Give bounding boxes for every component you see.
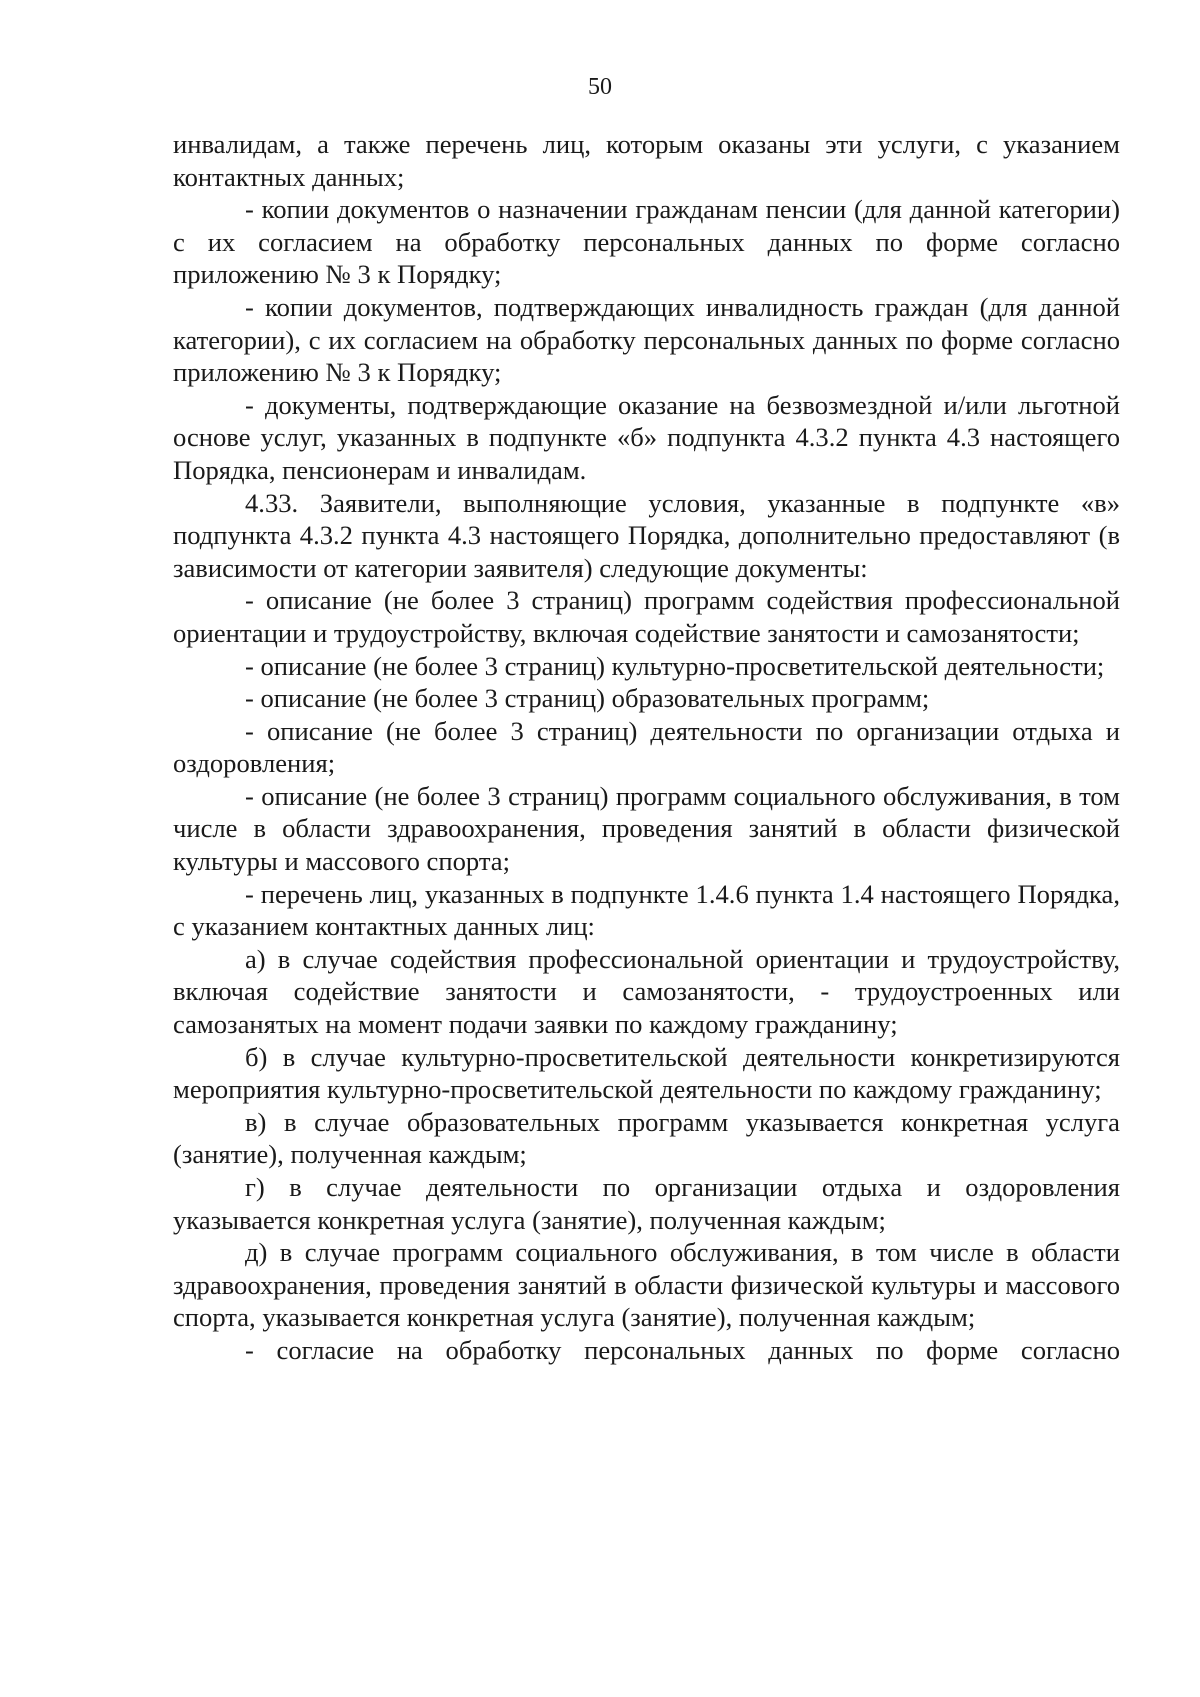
- paragraph: - копии документов, подтверждающих инвалидность граждан (для данной категории), с их согласием на обработку персональных данных по форме согласно приложению № 3 к Порядку;: [173, 291, 1120, 388]
- paragraph: - описание (не более 3 страниц) культурно-просветительской деятельности;: [245, 650, 1105, 681]
- paragraph: в) в случае образовательных программ указывается конкретная услуга (занятие), полученная каждым;: [173, 1106, 1120, 1170]
- paragraph: - согласие на обработку персональных данных по форме согласно: [245, 1334, 1120, 1365]
- paragraph: - перечень лиц, указанных в подпункте 1.4.6 пункта 1.4 настоящего Порядка, с указанием контактных данных лиц:: [173, 878, 1120, 942]
- paragraph: а) в случае содействия профессиональной ориентации и трудоустройству, включая содействие занятости и самозанятости, - трудоустроенных или самозанятых на момент подачи заявки по каждому гражданину;: [173, 943, 1120, 1040]
- paragraph: инвалидам, а также перечень лиц, которым оказаны эти услуги, с указанием контактных данных;: [173, 129, 1120, 192]
- paragraph: б) в случае культурно-просветительской деятельности конкретизируются мероприятия культурно-просветительской деятельности по каждому гражданину;: [173, 1041, 1120, 1105]
- paragraph: д) в случае программ социального обслуживания, в том числе в области здравоохранения, проведения занятий в области физической культуры и массового спорта, указывается конкретная услуга (занятие), полученная каждым;: [173, 1237, 1120, 1333]
- page-number: 50: [588, 74, 612, 100]
- paragraph: г) в случае деятельности по организации отдыха и оздоровления указывается конкретная услуга (занятие), полученная каждым;: [173, 1172, 1120, 1235]
- paragraph: - копии документов о назначении гражданам пенсии (для данной категории) с их согласием на обработку персональных данных по форме согласно приложению № 3 к Порядку;: [173, 194, 1120, 290]
- paragraph: - описание (не более 3 страниц) деятельности по организации отдыха и оздоровления;: [173, 715, 1120, 779]
- document-body: [173, 128, 1120, 1367]
- paragraph: 4.33. Заявители, выполняющие условия, указанные в подпункте «в» подпункта 4.3.2 пункта 4.3 настоящего Порядка, дополнительно предоставляют (в зависимости от категории заявителя) следующие документы:: [173, 487, 1120, 583]
- paragraph: - документы, подтверждающие оказание на безвозмездной и/или льготной основе услуг, указанных в подпункте «б» подпункта 4.3.2 пункта 4.3 настоящего Порядка, пенсионерам и инвалидам.: [173, 389, 1120, 485]
- paragraph: - описание (не более 3 страниц) программ содействия профессиональной ориентации и трудоустройству, включая содействие занятости и самозанятости;: [173, 585, 1120, 648]
- paragraph: - описание (не более 3 страниц) программ социального обслуживания, в том числе в области здравоохранения, проведения занятий в области физической культуры и массового спорта;: [173, 780, 1120, 877]
- paragraph: - описание (не более 3 страниц) образовательных программ;: [245, 683, 930, 714]
